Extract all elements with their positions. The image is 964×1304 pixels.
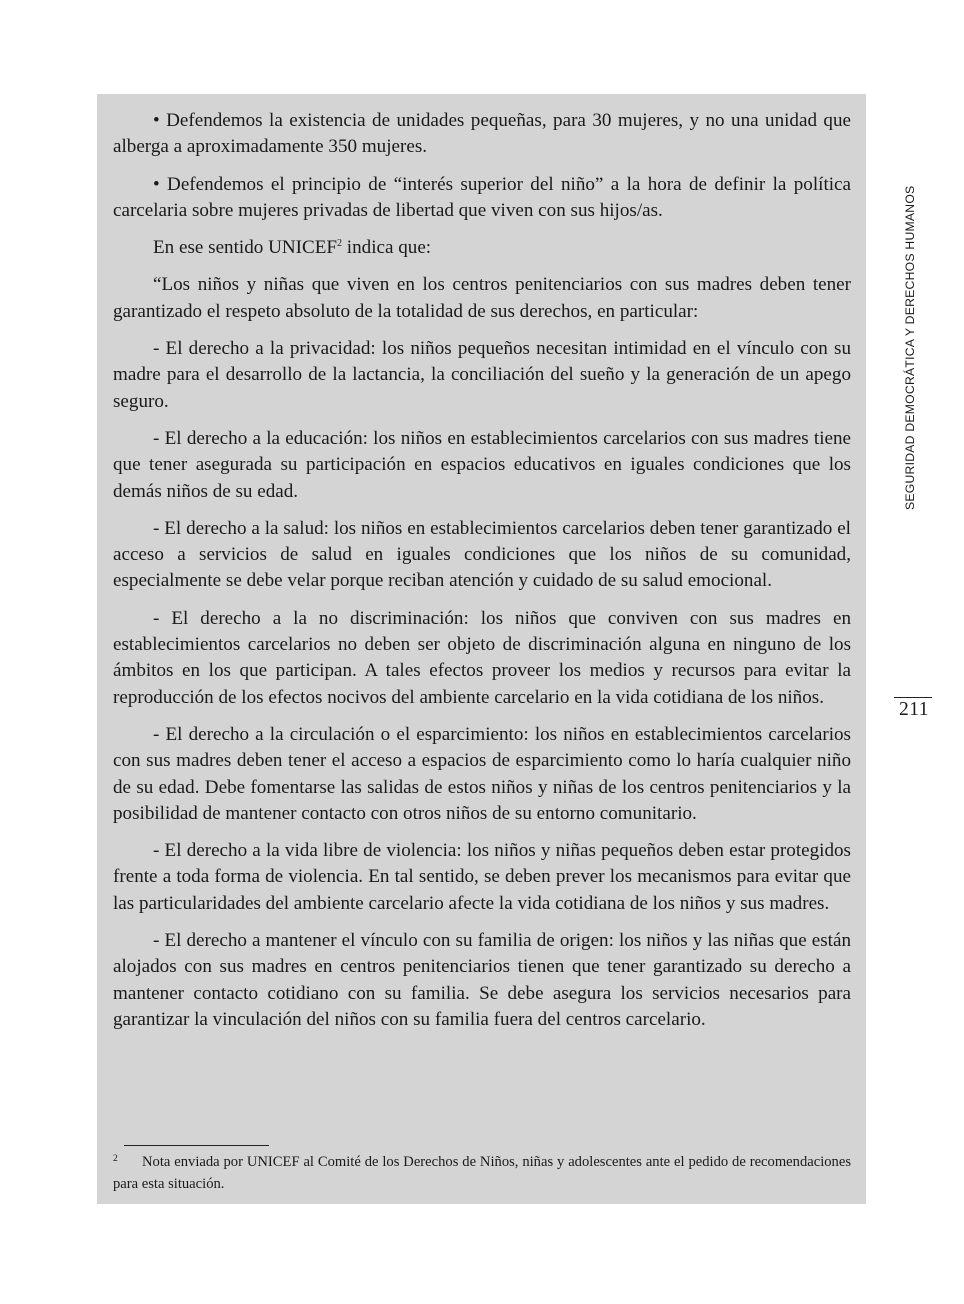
footnote-text: Nota enviada por UNICEF al Comité de los Derechos de Niños, niñas y adolescentes ante el pedido de recomendaciones para esta situación. (113, 1154, 851, 1192)
footnote-reference: 2 (337, 238, 343, 250)
unicef-intro-tail: indica que: (342, 237, 432, 259)
paragraph-right-non-discrimination: - El derecho a la no discriminación: los niños que conviven con sus madres en establecimientos carcelarios no deben ser objeto de discriminación alguna en ninguno de los ámbitos en los que participan. A tales efectos proveer los medios y recursos para evitar la reproducción de los efectos nocivos del ambiente carcelario en la vida cotidiana de los niños. (113, 607, 851, 708)
paragraph-right-family-bond: - El derecho a mantener el vínculo con su familia de origen: los niños y las niñas que están alojados con sus madres en centros penitenciarios tienen que tener garantizado su derecho a mantener contacto cotidiano con su familia. Se debe asegura los servicios necesarios para garantizar la vinculación del niños con su familia fuera del centros carcelario. (113, 930, 851, 1030)
paragraph-bullet-2: • Defendemos el principio de “interés superior del niño” a la hora de definir la política carcelaria sobre mujeres privadas de libertad que viven con sus hijos/as. (113, 173, 851, 221)
paragraph-unicef-intro (113, 235, 851, 261)
footnote-divider (124, 1145, 269, 1146)
paragraph-right-health: - El derecho a la salud: los niños en establecimientos carcelarios deben tener garantizado el acceso a servicios de salud en iguales condiciones que los niños de su comunidad, especialmente se debe velar porque reciban atención y cuidado de su salud emocional. (113, 517, 851, 592)
paragraph-right-education: - El derecho a la educación: los niños en establecimientos carcelarios con sus madres tiene que tener asegurada su participación en espacios educativos en iguales condiciones que los demás niños de su edad. (113, 427, 851, 502)
page-number-rule (894, 697, 932, 698)
paragraph-right-privacy: - El derecho a la privacidad: los niños pequeños necesitan intimidad en el vínculo con su madre para el desarrollo de la lactancia, la conciliación del sueño y la generación de un apego seguro. (113, 338, 851, 412)
paragraph-bullet-1: • Defendemos la existencia de unidades pequeñas, para 30 mujeres, y no una unidad que alberga a aproximadamente 350 mujeres. (113, 110, 851, 158)
page-number: 211 (898, 699, 930, 720)
unicef-intro-text: En ese sentido UNICEF (153, 237, 338, 259)
paragraph-quote-intro: “Los niños y niñas que viven en los centros penitenciarios con sus madres deben tener garantizado el respeto absoluto de la totalidad de sus derechos, en particular: (113, 274, 851, 322)
main-text (113, 108, 851, 1044)
paragraph-right-no-violence: - El derecho a la vida libre de violencia: los niños y niñas pequeños deben estar protegidos frente a toda forma de violencia. En tal sentido, se deben prever los mecanismos para evitar que las particularidades del ambiente carcelario afecte la vida cotidiana de los niños y sus madres. (113, 840, 851, 914)
running-header-vertical: SEGURIDAD DEMOCRÁTICA Y DERECHOS HUMANOS (903, 185, 917, 510)
paragraph-right-recreation: - El derecho a la circulación o el esparcimiento: los niños en establecimientos carcelarios con sus madres deben tener el acceso a espacios de esparcimiento como lo haría cualquier niño de su edad. Debe fomentarse las salidas de estos niños y niñas de los centros penitenciarios y la posibilidad de mantener contacto con otros niños de su entorno comunitario. (113, 723, 851, 824)
footnote: 2 Nota enviada por UNICEF al Comité de los Derechos de Niños, niñas y adolescentes ante el pedido de recomendaciones para esta situación. (113, 1154, 851, 1192)
